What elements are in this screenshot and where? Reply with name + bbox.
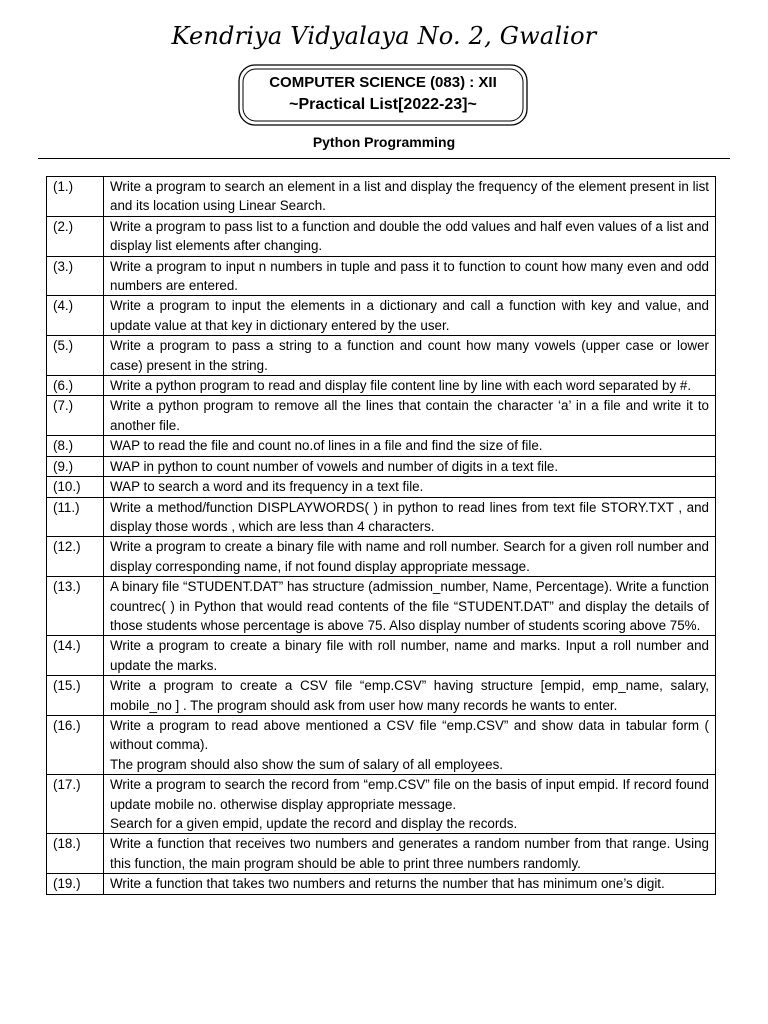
table-row [47, 775, 716, 834]
practical-description [104, 676, 716, 716]
table-row [47, 456, 716, 476]
practical-number: (14.) [47, 636, 104, 676]
description-line: Write a program to create a CSV file “emp.CSV” having structure [empid, emp_name, salary, mobile_no ] . The program should ask from user how many records he wants to enter. [110, 678, 709, 713]
table-row [47, 477, 716, 497]
practical-number: (13.) [47, 577, 104, 636]
practical-description [104, 336, 716, 376]
practical-description [104, 775, 716, 834]
description-line: WAP to search a word and its frequency in a text file. [110, 479, 424, 495]
description-line: WAP to read the file and count no.of lines in a file and find the size of file. [110, 438, 543, 454]
description-line: Write a program to input n numbers in tuple and pass it to function to count how many even and odd numbers are entered. [110, 258, 709, 294]
practical-description [104, 497, 716, 537]
practical-description [104, 436, 716, 456]
practical-number: (10.) [47, 477, 104, 497]
practical-number: (6.) [47, 376, 104, 396]
practical-number: (11.) [47, 497, 104, 537]
practical-description [104, 715, 716, 774]
practical-description [104, 537, 716, 577]
practical-description [104, 577, 716, 636]
description-line: Write a program to search an element in a list and display the frequency of the element present in list and its location using Linear Search. [110, 179, 709, 214]
practical-number: (7.) [47, 396, 104, 436]
table-row [47, 436, 716, 456]
practical-number: (3.) [47, 256, 104, 296]
table-row [47, 874, 716, 894]
practical-number: (15.) [47, 676, 104, 716]
table-row [47, 577, 716, 636]
practical-description [104, 396, 716, 436]
table-row [47, 834, 716, 874]
practical-description [104, 216, 716, 256]
practical-description [104, 874, 716, 894]
practical-number: (1.) [47, 177, 104, 217]
description-line: Write a program to input the elements in a dictionary and call a function with key and value, and update value at that key in dictionary entered by the user. [110, 298, 709, 333]
practical-description [104, 834, 716, 874]
practical-number: (4.) [47, 296, 104, 336]
practical-number: (2.) [47, 216, 104, 256]
description-line: Write a python program to read and display file content line by line with each word separated by #. [110, 378, 692, 394]
subject-title: COMPUTER SCIENCE (083) : XII [269, 74, 497, 91]
table-row [47, 296, 716, 336]
practical-number: (17.) [47, 775, 104, 834]
description-line: Write a method/function DISPLAYWORDS( ) in python to read lines from text file STORY.TXT , and display those words , which are less than 4 characters. [110, 499, 709, 534]
description-line: Write a program to search the record from “emp.CSV” file on the basis of input empid. If record found update mobile no. otherwise display appropriate message. [110, 777, 709, 812]
description-line: Write a program to pass list to a function and double the odd values and half even values of a list and display list elements after changing. [110, 218, 709, 254]
practical-description [104, 296, 716, 336]
practical-number: (12.) [47, 537, 104, 577]
practical-list-table [46, 176, 716, 895]
description-line: Write a python program to remove all the lines that contain the character ‘a’ in a file and write it to another file. [110, 398, 709, 433]
description-line: Write a program to read above mentioned a CSV file “emp.CSV” and show data in tabular form ( without comma). [110, 717, 709, 753]
subject-box [238, 64, 528, 126]
table-row [47, 715, 716, 774]
practical-description [104, 177, 716, 217]
description-line: Write a function that receives two numbers and generates a random number from that range. Using this function, the main program should be able to print three numbers randomly. [110, 836, 709, 871]
practical-list-title: ~Practical List[2022-23]~ [289, 96, 477, 113]
practical-description [104, 376, 716, 396]
practical-number: (16.) [47, 715, 104, 774]
description-line: The program should also show the sum of salary of all employees. [110, 756, 503, 772]
practical-number: (9.) [47, 456, 104, 476]
divider [38, 158, 730, 159]
description-line: WAP in python to count number of vowels and number of digits in a text file. [110, 458, 559, 474]
practical-description [104, 256, 716, 296]
practical-description [104, 477, 716, 497]
table-row [47, 676, 716, 716]
practical-number: (5.) [47, 336, 104, 376]
table-row [47, 216, 716, 256]
description-line: Write a program to pass a string to a function and count how many vowels (upper case or lower case) present in the string. [110, 338, 709, 373]
description-line: Search for a given empid, update the record and display the records. [110, 816, 518, 831]
section-title: Python Programming [312, 134, 456, 150]
practical-description [104, 636, 716, 676]
table-row [47, 177, 716, 217]
description-line: Write a program to create a binary file with roll number, name and marks. Input a roll number and update the marks. [110, 638, 709, 673]
table-row [47, 376, 716, 396]
table-row [47, 636, 716, 676]
practical-number: (18.) [47, 834, 104, 874]
practical-number: (8.) [47, 436, 104, 456]
school-name: Kendriya Vidyalaya No. 2, Gwalior [171, 22, 597, 50]
description-line: A binary file “STUDENT.DAT” has structure (admission_number, Name, Percentage). Write a function countrec( ) in Python that would read contents of the file “STUDENT.DAT” and display the details of those students whose percentage is above 75. Also display number of students scoring above 75%. [110, 579, 709, 633]
description-line: Write a program to create a binary file with name and roll number. Search for a given roll number and display corresponding name, if not found display appropriate message. [110, 539, 709, 574]
description-line: Write a function that takes two numbers and returns the number that has minimum one’s digit. [110, 876, 665, 892]
table-row [47, 537, 716, 577]
practical-description [104, 456, 716, 476]
table-row [47, 497, 716, 537]
table-row [47, 336, 716, 376]
practical-number: (19.) [47, 874, 104, 894]
table-row [47, 256, 716, 296]
table-row [47, 396, 716, 436]
